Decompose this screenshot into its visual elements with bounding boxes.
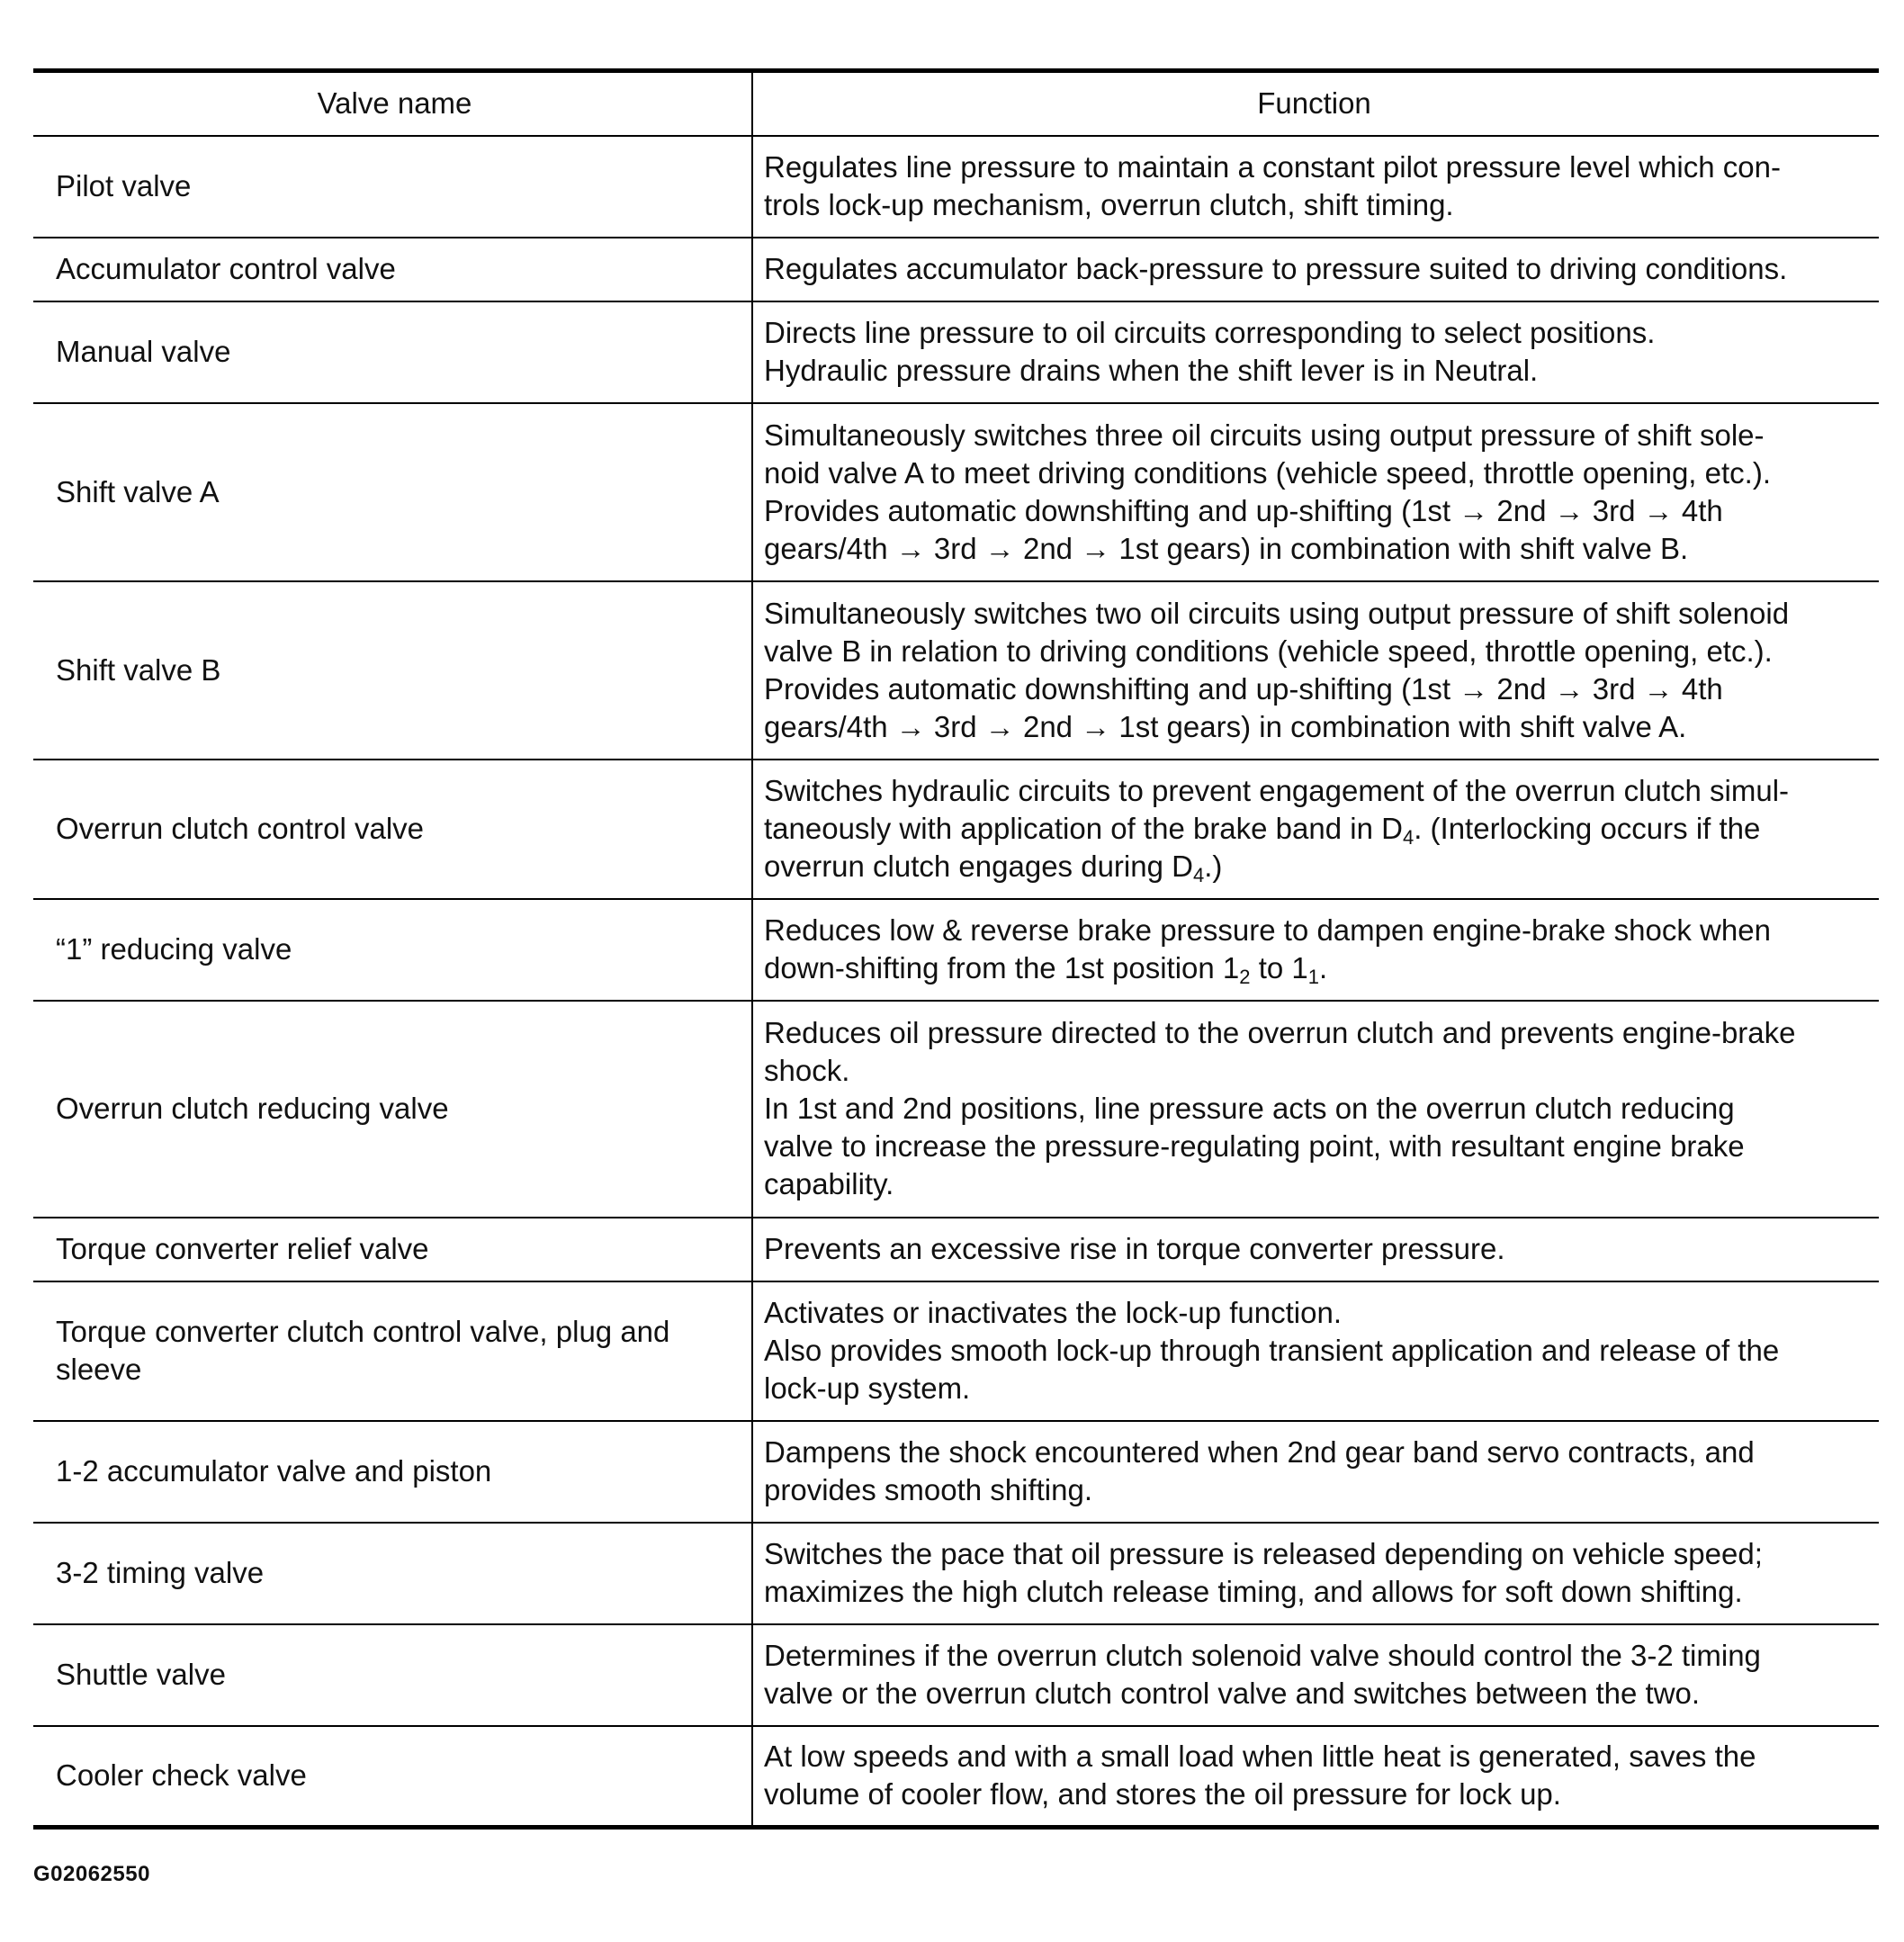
function-text-line: valve B in relation to driving conditions (vehicle speed, throttle opening, etc.). [764, 634, 1773, 668]
valve-name-cell: 1-2 accumulator valve and piston [33, 1421, 752, 1523]
function-text-line: maximizes the high clutch release timing, and allows for soft down shifting. [764, 1575, 1743, 1608]
function-text-segment: .) [1204, 850, 1223, 883]
function-cell [752, 1624, 1879, 1726]
function-text-line: Provides automatic downshifting and up-shifting (1st → 2nd → 3rd → 4th [764, 671, 1723, 706]
function-text-line: Regulates accumulator back-pressure to pressure suited to driving conditions. [764, 252, 1788, 285]
function-text-line: valve or the overrun clutch control valve and switches between the two. [764, 1677, 1701, 1710]
function-text-line: gears/4th → 3rd → 2nd → 1st gears) in combination with shift valve B. [764, 531, 1689, 565]
table-row [33, 1281, 1879, 1421]
function-text-line: Determines if the overrun clutch solenoid valve should control the 3-2 timing [764, 1639, 1761, 1672]
function-text-line: Provides automatic downshifting and up-shifting (1st → 2nd → 3rd → 4th [764, 493, 1723, 527]
table-row [33, 1001, 1879, 1218]
function-cell [752, 581, 1879, 760]
function-text-line: valve to increase the pressure-regulating point, with resultant engine brake [764, 1129, 1745, 1163]
function-text-line: Reduces low & reverse brake pressure to dampen engine-brake shock when [764, 913, 1771, 947]
valve-name-line: sleeve [56, 1353, 142, 1386]
table-row [33, 403, 1879, 581]
function-cell [752, 1726, 1879, 1828]
function-text-line: shock. [764, 1054, 850, 1087]
function-text-line: Activates or inactivates the lock-up function. [764, 1296, 1342, 1329]
function-text-line: Regulates line pressure to maintain a constant pilot pressure level which con- [764, 150, 1781, 184]
function-text-line: Hydraulic pressure drains when the shift lever is in Neutral. [764, 354, 1539, 387]
function-text-segment: . (Interlocking occurs if the [1414, 812, 1761, 845]
column-header-function: Function [752, 71, 1879, 136]
function-text-line: lock-up system. [764, 1371, 971, 1405]
function-text-line: Directs line pressure to oil circuits corresponding to select positions. [764, 316, 1656, 349]
subscript: 2 [1239, 966, 1251, 988]
figure-code: G02062550 [33, 1862, 150, 1886]
valve-name-cell: Overrun clutch reducing valve [33, 1001, 752, 1218]
valve-name-cell: Cooler check valve [33, 1726, 752, 1828]
function-text-line: provides smooth shifting. [764, 1473, 1093, 1506]
function-text-line: Simultaneously switches three oil circuits using output pressure of shift sole- [764, 418, 1765, 452]
function-cell [752, 1523, 1879, 1624]
valve-name-cell: Accumulator control valve [33, 238, 752, 301]
table-row [33, 301, 1879, 403]
table-row [33, 1726, 1879, 1828]
function-text-segment: taneously with application of the brake band in D [764, 812, 1403, 845]
function-text-segment: down-shifting from the 1st position 1 [764, 951, 1240, 984]
table-row [33, 1624, 1879, 1726]
valve-name-line: Torque converter clutch control valve, plug and [56, 1315, 670, 1348]
function-text-line: noid valve A to meet driving conditions (vehicle speed, throttle opening, etc.). [764, 455, 1771, 490]
table-row [33, 899, 1879, 1001]
function-text-line: capability. [764, 1167, 894, 1200]
function-cell [752, 1421, 1879, 1523]
function-text-line: gears/4th → 3rd → 2nd → 1st gears) in combination with shift valve A. [764, 709, 1687, 743]
function-text-line: Dampens the shock encountered when 2nd gear band servo contracts, and [764, 1435, 1755, 1469]
subscript: 4 [1192, 864, 1205, 886]
table-row [33, 1523, 1879, 1624]
table-row [33, 1421, 1879, 1523]
function-text-line: volume of cooler flow, and stores the oil pressure for lock up. [764, 1777, 1561, 1812]
function-cell [752, 403, 1879, 581]
column-header-valve-name: Valve name [33, 71, 752, 136]
valve-name-cell: Shuttle valve [33, 1624, 752, 1726]
table-row [33, 136, 1879, 238]
function-text-line [764, 949, 1864, 987]
function-cell [752, 301, 1879, 403]
function-cell [752, 1218, 1879, 1281]
function-cell [752, 238, 1879, 301]
function-cell [752, 136, 1879, 238]
function-text-line: trols lock-up mechanism, overrun clutch, shift timing. [764, 188, 1454, 221]
function-text-line: Simultaneously switches two oil circuits using output pressure of shift solenoid [764, 596, 1790, 630]
function-text-line: Switches hydraulic circuits to prevent engagement of the overrun clutch simul- [764, 774, 1790, 807]
valve-name-cell [33, 1281, 752, 1421]
table-header-row [33, 71, 1879, 136]
function-text-segment: . [1319, 951, 1328, 984]
valve-name-cell: Shift valve B [33, 581, 752, 760]
function-text-line: In 1st and 2nd positions, line pressure acts on the overrun clutch reducing [764, 1092, 1735, 1125]
subscript: 1 [1307, 966, 1319, 988]
function-cell [752, 899, 1879, 1001]
function-text-line: Prevents an excessive rise in torque converter pressure. [764, 1232, 1505, 1265]
function-text-line: Also provides smooth lock-up through transient application and release of the [764, 1334, 1780, 1367]
function-text-line: At low speeds and with a small load when little heat is generated, saves the [764, 1740, 1756, 1774]
function-cell [752, 760, 1879, 899]
function-text-line [764, 810, 1864, 848]
valve-name-cell: “1” reducing valve [33, 899, 752, 1001]
function-cell [752, 1001, 1879, 1218]
valve-name-cell: Torque converter relief valve [33, 1218, 752, 1281]
valve-function-table [33, 68, 1879, 1830]
function-text-line: Reduces oil pressure directed to the overrun clutch and prevents engine-brake [764, 1016, 1796, 1049]
function-text-line [764, 848, 1864, 886]
table-row [33, 1218, 1879, 1281]
valve-name-cell: Pilot valve [33, 136, 752, 238]
subscript: 4 [1402, 826, 1415, 849]
function-text-segment: overrun clutch engages during D [764, 850, 1193, 883]
valve-name-cell: Shift valve A [33, 403, 752, 581]
valve-function-table-container [33, 68, 1879, 1830]
function-text-segment: to 1 [1250, 951, 1308, 984]
valve-name-cell: Manual valve [33, 301, 752, 403]
valve-name-cell: 3-2 timing valve [33, 1523, 752, 1624]
function-cell [752, 1281, 1879, 1421]
table-row [33, 760, 1879, 899]
function-text-line: Switches the pace that oil pressure is released depending on vehicle speed; [764, 1537, 1763, 1570]
table-row [33, 238, 1879, 301]
table-row [33, 581, 1879, 760]
valve-name-cell: Overrun clutch control valve [33, 760, 752, 899]
